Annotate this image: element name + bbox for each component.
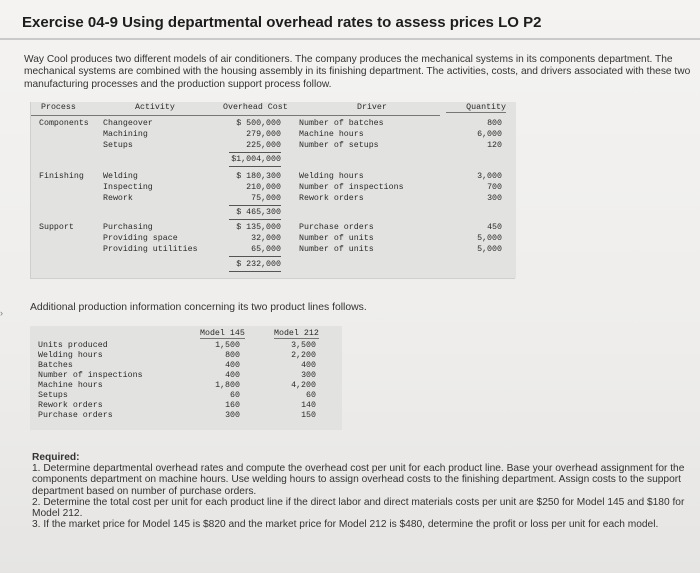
m212-cell: 3,500 — [291, 341, 316, 350]
m145-cell: 160 — [225, 401, 240, 410]
quantity-cell: 120 — [487, 141, 502, 150]
required-item-3: 3. If the market price for Model 145 is $820 and the market price for Model 212 is $480, determine the profit or loss per unit for each model. — [32, 519, 659, 531]
activity-cell: Providing utilities — [103, 245, 198, 254]
row-label: Number of inspections — [38, 371, 143, 380]
page-title: Exercise 04-9 Using departmental overhead rates to assess prices LO P2 — [22, 14, 542, 31]
row-label: Setups — [38, 391, 68, 400]
driver-cell: Number of inspections — [299, 183, 404, 192]
header-overhead-cost: Overhead Cost — [223, 103, 288, 112]
m212-cell: 4,200 — [291, 381, 316, 390]
quantity-cell: 300 — [487, 194, 502, 203]
edge-mark: › — [0, 308, 3, 318]
m212-cell: 140 — [301, 401, 316, 410]
m212-cell: 400 — [301, 361, 316, 370]
driver-cell: Welding hours — [299, 172, 364, 181]
m212-cell: 2,200 — [291, 351, 316, 360]
row-label: Welding hours — [38, 351, 103, 360]
total-cell: $1,004,000 — [231, 155, 281, 164]
row-label: Batches — [38, 361, 73, 370]
driver-cell: Number of setups — [299, 141, 379, 150]
m145-cell: 300 — [225, 411, 240, 420]
quantity-cell: 6,000 — [477, 130, 502, 139]
total-cell: $ 465,300 — [236, 208, 281, 217]
required-item-1: 1. Determine departmental overhead rates and compute the overhead cost per unit for each product line. Base your overhead assignment for the components department on machine hours. Use welding hours to assign overhead costs to the finishing department. Assign costs to the support department based on number of purchase orders. — [32, 463, 685, 497]
driver-cell: Rework orders — [299, 194, 364, 203]
activity-cell: Changeover — [103, 119, 153, 128]
driver-cell: Number of units — [299, 245, 374, 254]
header-process: Process — [41, 103, 76, 112]
row-label: Rework orders — [38, 401, 103, 410]
quantity-cell: 450 — [487, 223, 502, 232]
driver-cell: Number of batches — [299, 119, 384, 128]
intro-paragraph: Way Cool produces two different models of air conditioners. The company produces the mechanical systems in its components department. The mechanical systems are combined with the housing assembly in its finishing department. The activities, costs, and drivers associated with these two manufacturing processes and the production support process follow. — [24, 54, 691, 90]
quantity-cell: 700 — [487, 183, 502, 192]
quantity-cell: 5,000 — [477, 234, 502, 243]
header-driver: Driver — [357, 103, 387, 112]
m145-cell: 1,500 — [215, 341, 240, 350]
subtotal-rule — [229, 152, 281, 153]
activity-cell: Machining — [103, 130, 148, 139]
subtotal-rule — [229, 256, 281, 257]
m145-cell: 400 — [225, 371, 240, 380]
activity-cell: Rework — [103, 194, 133, 203]
m212-cell: 60 — [306, 391, 316, 400]
process-finishing: Finishing — [39, 172, 84, 181]
driver-cell: Purchase orders — [299, 223, 374, 232]
row-label: Machine hours — [38, 381, 103, 390]
m212-cell: 300 — [301, 371, 316, 380]
cost-cell: 225,000 — [246, 141, 281, 150]
required-section — [32, 452, 687, 530]
m145-cell: 800 — [225, 351, 240, 360]
total-rule — [229, 271, 281, 272]
activity-cell: Providing space — [103, 234, 178, 243]
activity-cell: Setups — [103, 141, 133, 150]
total-rule — [229, 219, 281, 220]
quantity-cell: 800 — [487, 119, 502, 128]
subtotal-rule — [229, 205, 281, 206]
activity-cell: Welding — [103, 172, 138, 181]
required-heading: Required: — [32, 452, 80, 463]
header-quantity: Quantity — [446, 103, 506, 113]
quantity-column — [440, 102, 516, 278]
quantity-cell: 3,000 — [477, 172, 502, 181]
cost-cell: $ 500,000 — [236, 119, 281, 128]
required-item-2: 2. Determine the total cost per unit for each product line if the direct labor and direct materials costs per unit are $250 for Model 145 and $180 for Model 212. — [32, 496, 685, 520]
m212-cell: 150 — [301, 411, 316, 420]
cost-cell: 210,000 — [246, 183, 281, 192]
total-rule — [229, 166, 281, 167]
driver-cell: Machine hours — [299, 130, 364, 139]
m145-cell: 1,800 — [215, 381, 240, 390]
quantity-cell: 5,000 — [477, 245, 502, 254]
row-label: Units produced — [38, 341, 108, 350]
cost-cell: $ 135,000 — [236, 223, 281, 232]
cost-cell: 65,000 — [251, 245, 281, 254]
total-cell: $ 232,000 — [236, 260, 281, 269]
activity-cell: Purchasing — [103, 223, 153, 232]
header-model-145: Model 145 — [200, 329, 245, 338]
process-components: Components — [39, 119, 89, 128]
driver-cell: Number of units — [299, 234, 374, 243]
m145-cell: 60 — [230, 391, 240, 400]
cost-cell: 75,000 — [251, 194, 281, 203]
header-model-212: Model 212 — [274, 329, 319, 338]
cost-cell: 32,000 — [251, 234, 281, 243]
m145-cell: 400 — [225, 361, 240, 370]
process-support: Support — [39, 223, 74, 232]
production-info-table — [30, 326, 342, 430]
row-label: Purchase orders — [38, 411, 113, 420]
activity-cell: Inspecting — [103, 183, 153, 192]
title-divider — [0, 38, 700, 40]
cost-cell: 279,000 — [246, 130, 281, 139]
cost-cell: $ 180,300 — [236, 172, 281, 181]
header-activity: Activity — [135, 103, 175, 112]
additional-info-label: Additional production information concerning its two product lines follows. — [30, 302, 367, 313]
